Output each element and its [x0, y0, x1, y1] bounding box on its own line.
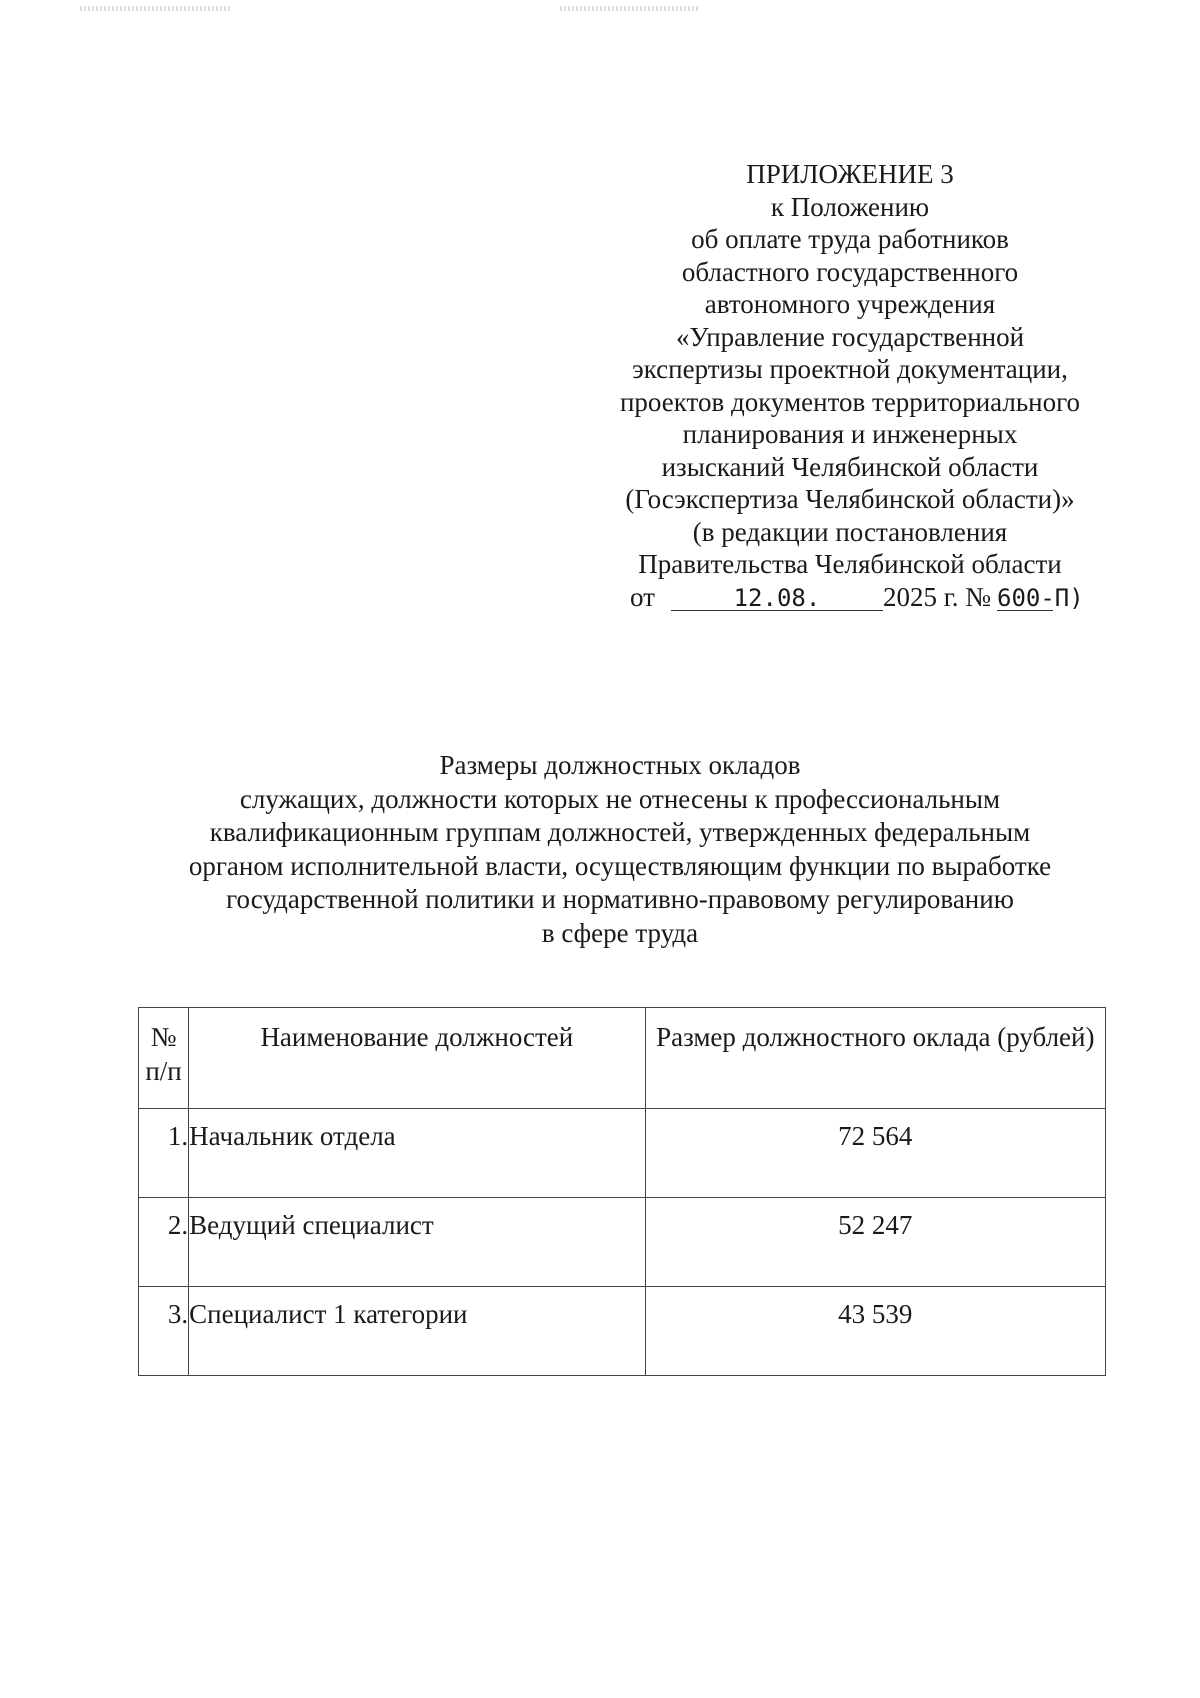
title-line: служащих, должности которых не отнесены к профессиональным [239, 783, 1001, 814]
appendix-header [590, 158, 1110, 613]
row-position: Специалист 1 категории [189, 1287, 645, 1376]
table-row [139, 1109, 1106, 1198]
appendix-line: об оплате труда работников [691, 224, 1009, 254]
number-sign: № [965, 581, 991, 612]
resolution-number-field: 600-П) [997, 583, 1084, 612]
title-line: Размеры должностных окладов [439, 750, 801, 780]
row-number: 1. [139, 1109, 189, 1198]
appendix-line: изысканий Челябинской области [661, 451, 1039, 482]
header-salary: Размер должностного оклада (рублей) [645, 1008, 1105, 1109]
header-number: № п/п [139, 1008, 189, 1109]
row-position: Начальник отдела [189, 1109, 645, 1198]
appendix-line: Правительства Челябинской области [638, 549, 1062, 579]
row-salary: 72 564 [645, 1109, 1105, 1198]
appendix-title: ПРИЛОЖЕНИЕ 3 [746, 159, 954, 189]
table-row [139, 1287, 1106, 1376]
scan-artifact-center [560, 6, 700, 11]
title-line: государственной политики и нормативно-правовому регулированию [226, 884, 1014, 914]
row-number: 2. [139, 1198, 189, 1287]
appendix-line: областного государственного [681, 256, 1019, 287]
resolution-year: 2025 г. [882, 581, 959, 612]
title-line: квалификационным группам должностей, утвержденных федеральным [209, 817, 1031, 847]
row-position: Ведущий специалист [189, 1198, 645, 1287]
scan-artifact-left [80, 6, 230, 11]
title-line: органом исполнительной власти, осуществляющим функции по выработке [188, 850, 1052, 881]
appendix-line: экспертизы проектной документации, [632, 354, 1068, 384]
resolution-date-line [590, 581, 1110, 614]
appendix-line: (в редакции постановления [692, 516, 1008, 547]
header-name: Наименование должностей [189, 1008, 645, 1109]
row-number: 3. [139, 1287, 189, 1376]
table-header-row [139, 1008, 1106, 1109]
appendix-line: проектов документов территориального [619, 386, 1081, 417]
title-line: в сфере труда [541, 917, 699, 948]
row-salary: 43 539 [645, 1287, 1105, 1376]
appendix-line: планирования и инженерных [682, 419, 1018, 449]
appendix-line: к Положению [770, 191, 930, 222]
salary-table [138, 1007, 1106, 1376]
date-prefix: от [630, 581, 655, 612]
row-salary: 52 247 [645, 1198, 1105, 1287]
appendix-line: (Госэкспертиза Челябинской области)» [625, 484, 1075, 514]
document-title [140, 749, 1100, 950]
table-row [139, 1198, 1106, 1287]
appendix-line: автономного учреждения [704, 289, 996, 319]
resolution-date-field: 12.08. [671, 586, 883, 611]
appendix-line: «Управление государственной [675, 321, 1025, 352]
